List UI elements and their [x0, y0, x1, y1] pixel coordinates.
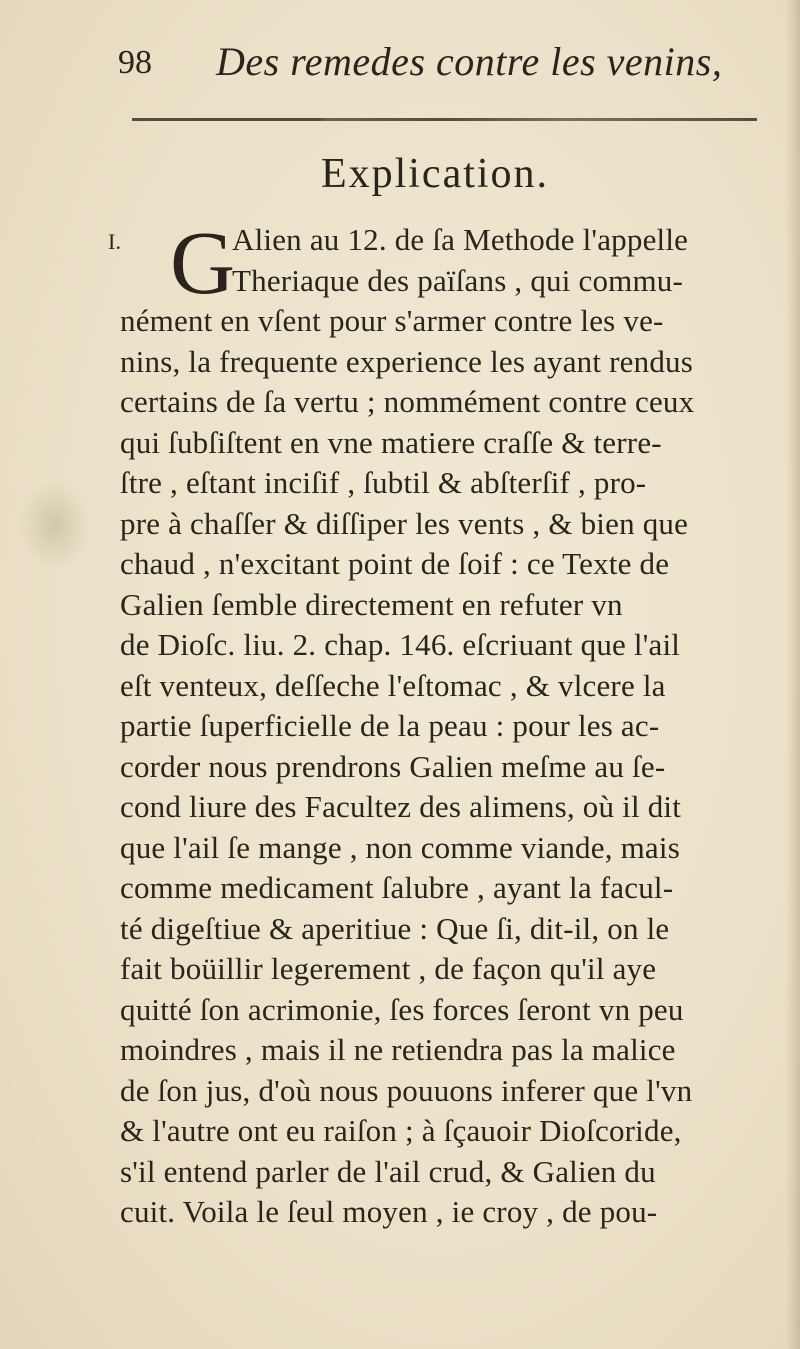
paper-stain [20, 480, 90, 570]
text-line: eſt venteux, deſſeche l'eſtomac , & vlcere la [120, 667, 666, 703]
text-line: cuit. Voila le ſeul moyen , ie croy , de pou- [120, 1194, 658, 1229]
text-line: Galien ſemble directement en refuter vn [120, 586, 623, 622]
text-line: ſtre , eſtant inciſif , ſubtil & abſterſif , pro- [120, 465, 647, 500]
page-header [118, 38, 723, 98]
text-line: chaud , n'excitant point de ſoif : ce Texte de [120, 546, 670, 581]
text-line: qui ſubſiſtent en vne matiere craſſe & terre- [120, 424, 662, 460]
text-line: Theriaque des païſans , qui commu- [232, 262, 684, 298]
text-line: corder nous prendrons Galien meſme au ſe- [120, 748, 666, 784]
text-line: cond liure des Facultez des alimens, où il dit [120, 789, 682, 824]
text-line: & l'autre ont eu raiſon ; à ſçauoir Dioſcoride, [120, 1113, 682, 1148]
text-line: certains de ſa vertu ; nommément contre ceux [120, 384, 695, 419]
text-line: I. G Alien au 12. de ſa Methode l'appelle [108, 214, 689, 313]
text-line: nément en vſent pour s'armer contre les ve- [120, 303, 664, 338]
header-rule [132, 118, 757, 121]
drop-capital: G [170, 214, 236, 313]
paragraph-marker: I. [108, 229, 122, 254]
text-line: de Dioſc. liu. 2. chap. 146. eſcriuant que l'ail [120, 627, 681, 662]
text-line: de ſon jus, d'où nous pouuons inferer que l'vn [120, 1072, 693, 1108]
paragraph [108, 214, 800, 1233]
text-line: moindres , mais il ne retiendra pas la malice [120, 1032, 676, 1067]
text-line: té digeſtiue & aperitiue : Que ſi, dit-il, on le [120, 910, 670, 946]
text-line: fait boüillir legerement , de façon qu'il aye [120, 951, 657, 986]
text-line: partie ſuperficielle de la peau : pour les ac- [120, 708, 660, 743]
text-line: que l'ail ſe mange , non comme viande, mais [120, 829, 680, 865]
text-line: s'il entend parler de l'ail crud, & Galien du [120, 1153, 656, 1189]
text-line: comme medicament ſalubre , ayant la facul- [120, 870, 674, 905]
text-line: quitté ſon acrimonie, ſes forces ſeront vn peu [120, 991, 684, 1027]
text-line: pre à chaſſer & diſſiper les vents , & bien que [120, 505, 689, 541]
running-title: Des remedes contre les venins, [216, 39, 723, 84]
section-title: Explication. [320, 151, 550, 197]
text-line: nins, la frequente experience les ayant rendus [120, 343, 693, 379]
page-number: 98 [118, 44, 152, 81]
